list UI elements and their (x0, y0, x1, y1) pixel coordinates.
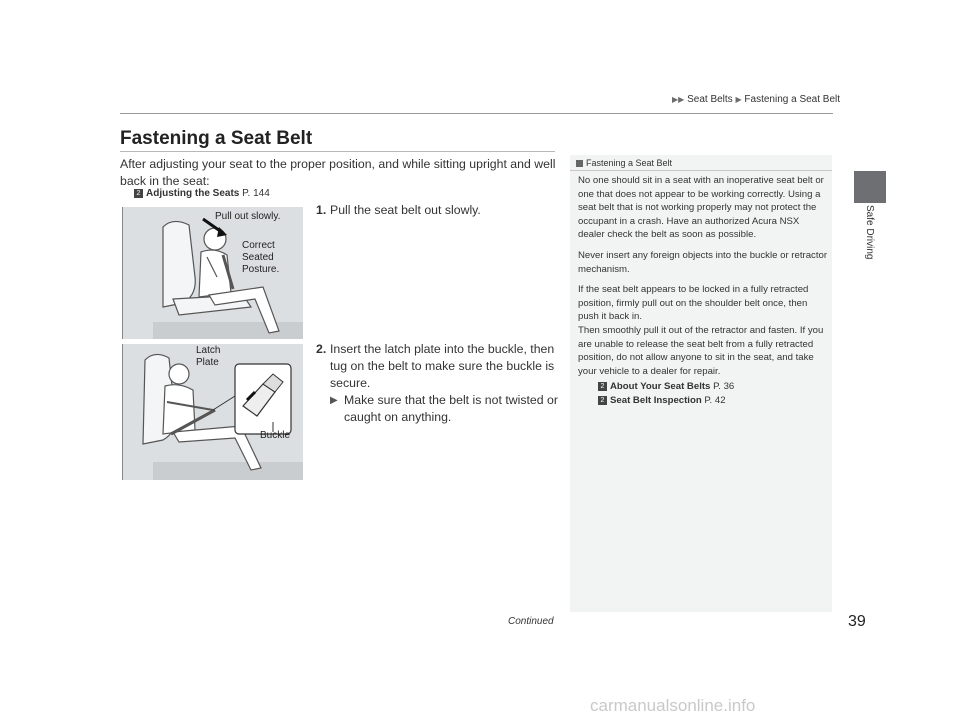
reference-arrow-icon: 2 (598, 396, 607, 405)
reference-label: Adjusting the Seats (146, 188, 240, 199)
note-divider (570, 170, 832, 171)
reference-page: P. 36 (713, 381, 735, 393)
note-marker-icon (576, 160, 583, 167)
step-number: 2. (316, 342, 327, 356)
callout-pull: Pull out slowly. (215, 211, 281, 222)
breadcrumb-item[interactable]: Fastening a Seat Belt (744, 94, 841, 105)
callout-latch-plate: Latch Plate (196, 345, 221, 368)
illustration-pull-belt (122, 207, 303, 339)
title-divider (120, 151, 555, 152)
reference-page: P. 144 (242, 188, 270, 199)
note-body (578, 174, 828, 408)
subpoint-text: Make sure that the belt is not twisted or caught on anything. (344, 393, 558, 424)
page-number: 39 (848, 613, 866, 630)
step-text: Insert the latch plate into the buckle, then tug on the belt to make sure the buckle is secure. (330, 342, 555, 390)
reference-page: P. 42 (704, 394, 726, 406)
arrow-right-icon: ▶ (330, 395, 338, 406)
section-tab-marker (854, 171, 886, 203)
page-title: Fastening a Seat Belt (120, 128, 313, 149)
side-note (570, 155, 832, 612)
breadcrumb (672, 94, 840, 105)
note-paragraph: Never insert any foreign objects into the buckle or retractor mechanism. (578, 249, 828, 275)
section-tab-label (850, 205, 890, 285)
illustration-latch-buckle (122, 344, 303, 480)
cross-reference-link[interactable] (134, 188, 270, 199)
note-paragraph: If the seat belt appears to be locked in a fully retracted position, firmly pull out on the shoulder belt once, then push it back in. Then smoothly pull it out of the retractor and fasten. If you are unable to release the seat belt from a fully retracted position, do not allow anyone to sit in the seat, and take your vehicle to a dealer for repair. (578, 284, 824, 377)
note-paragraph: No one should sit in a seat with an inoperative seat belt or one that does not appear to be working correctly. Using a seat belt that is not working properly may not protect the occupant in a crash. Have an authorized Acura NSX dealer check the belt as soon as possible. (578, 175, 824, 241)
step-subpoint (330, 392, 562, 426)
intro-text: After adjusting your seat to the proper position, and while sitting upright and well back in the seat: (120, 157, 556, 188)
breadcrumb-item[interactable]: Seat Belts (687, 94, 733, 105)
cross-reference-link[interactable] (578, 394, 828, 408)
note-heading (576, 158, 672, 168)
breadcrumb-arrow-icon: ▶ (735, 95, 742, 104)
step-body (330, 341, 562, 426)
reference-arrow-icon: 2 (598, 382, 607, 391)
callout-posture: Correct Seated Posture. (242, 240, 280, 275)
reference-label: Seat Belt Inspection (610, 394, 702, 406)
step-text: Pull the seat belt out slowly. (330, 203, 481, 217)
step-number: 1. (316, 203, 327, 217)
reference-arrow-icon: 2 (134, 189, 143, 198)
continued-label: Continued (508, 616, 554, 627)
section-tab-text: Safe Driving (864, 205, 875, 260)
watermark: carmanualsonline.info (590, 696, 756, 715)
cross-reference-link[interactable] (578, 380, 828, 394)
breadcrumb-arrow-icon: ▶▶ (672, 95, 685, 104)
callout-buckle: Buckle (260, 430, 291, 441)
header-divider (120, 113, 833, 114)
note-heading-text: Fastening a Seat Belt (586, 158, 673, 168)
reference-label: About Your Seat Belts (610, 381, 711, 393)
